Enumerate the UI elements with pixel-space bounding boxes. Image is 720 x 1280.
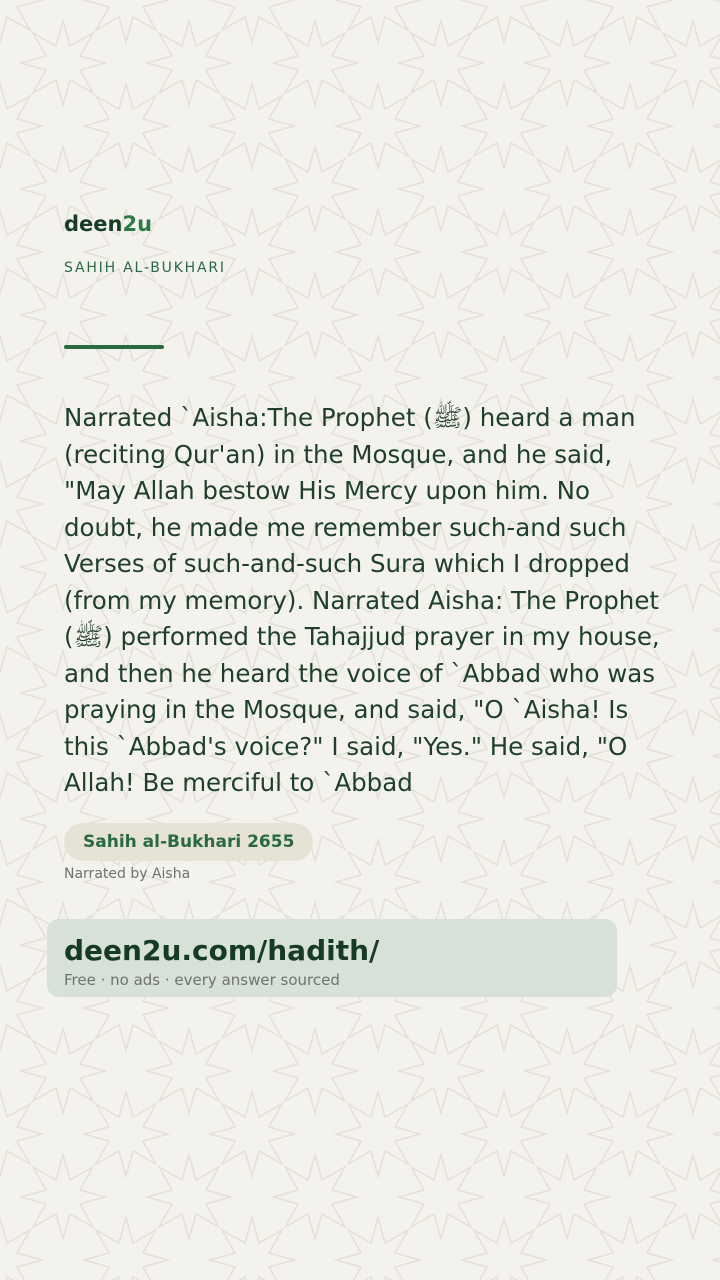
narrator-label: Narrated by Aisha	[64, 866, 191, 882]
brand-name-text: deen	[64, 212, 123, 236]
website-url-link[interactable]: deen2u.com/hadith/	[64, 934, 380, 967]
website-cta-box[interactable]	[47, 919, 617, 997]
website-tagline: Free · no ads · every answer sourced	[64, 971, 340, 989]
brand-name-accent: 2u	[122, 212, 153, 236]
hadith-text: Narrated `Aisha:The Prophet (ﷺ) heard a man (reciting Qur'an) in the Mosque, and he said, "May Allah bestow His Mercy upon him. No doubt, he made me remember such-and such Verses of such-and-such Sura which I dropped (from my memory). Narrated Aisha: The Prophet (ﷺ) performed the Tahajjud prayer in my house, and then he heard the voice of `Abbad who was praying in the Mosque, and said, "O `Aisha! Is this `Abbad's voice?" I said, "Yes." He said, "O Allah! Be merciful to `Abbad	[64, 403, 660, 797]
collection-label: SAHIH AL-BUKHARI	[64, 260, 226, 276]
reference-badge: Sahih al-Bukhari 2655	[64, 823, 313, 861]
divider	[64, 345, 164, 349]
brand-logo[interactable]	[64, 212, 152, 236]
